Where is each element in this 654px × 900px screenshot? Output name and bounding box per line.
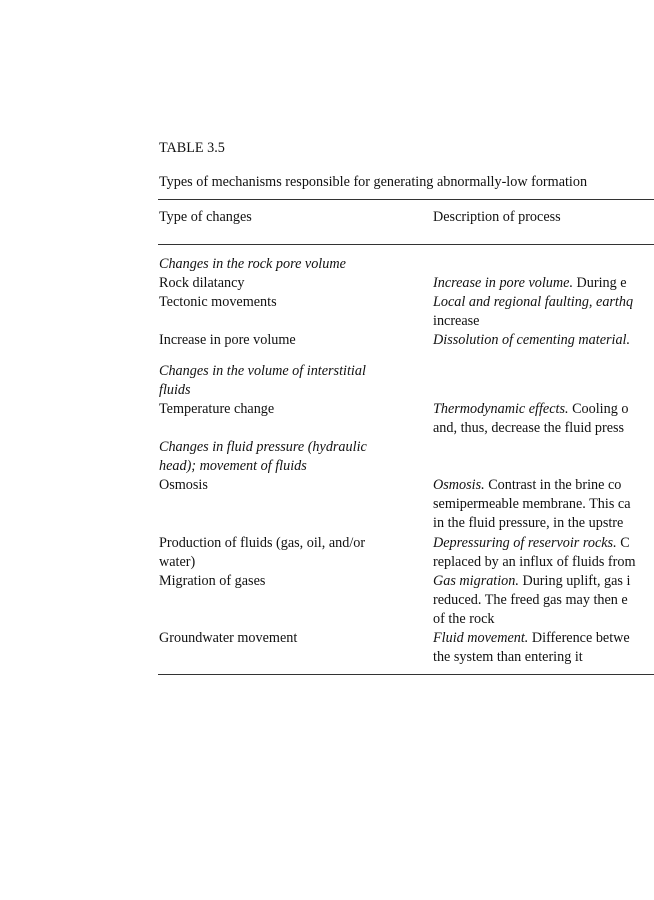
row-description: Gas migration. During uplift, gas i	[433, 573, 631, 589]
bottom-rule	[158, 674, 654, 675]
row-type: Production of fluids (gas, oil, and/or	[159, 535, 366, 551]
row-type: Osmosis	[159, 477, 208, 493]
section-heading: Changes in fluid pressure (hydraulic	[159, 439, 367, 455]
section-heading: Changes in the rock pore volume	[159, 256, 346, 272]
row-type: Increase in pore volume	[159, 332, 296, 348]
header-rule	[158, 244, 654, 245]
row-type: Migration of gases	[159, 573, 266, 589]
row-description-line: increase	[433, 313, 480, 329]
section-heading-line: fluids	[159, 382, 191, 398]
row-description: Osmosis. Contrast in the brine co	[433, 477, 622, 493]
row-description-line: semipermeable membrane. This ca	[433, 496, 631, 512]
row-type-line: water)	[159, 554, 196, 570]
table-number: TABLE 3.5	[159, 140, 225, 156]
row-description: Fluid movement. Difference betwe	[433, 630, 630, 646]
row-type: Rock dilatancy	[159, 275, 245, 291]
row-description: Local and regional faulting, earthq	[433, 294, 634, 310]
section-heading-line: head); movement of fluids	[159, 458, 307, 474]
column-header-description: Description of process	[433, 209, 561, 225]
row-description-line: in the fluid pressure, in the upstre	[433, 515, 624, 531]
row-description: Depressuring of reservoir rocks. C	[433, 535, 630, 551]
table-caption: Types of mechanisms responsible for generating abnormally-low formation	[159, 174, 588, 190]
row-description-line: replaced by an influx of fluids from	[433, 554, 636, 570]
row-description: Increase in pore volume. During e	[433, 275, 627, 291]
top-rule	[158, 199, 654, 200]
row-description-line: the system than entering it	[433, 649, 583, 665]
row-description-line: of the rock	[433, 611, 495, 627]
row-type: Groundwater movement	[159, 630, 298, 646]
column-header-type: Type of changes	[159, 209, 252, 225]
row-description: Thermodynamic effects. Cooling o	[433, 401, 629, 417]
row-description: Dissolution of cementing material.	[433, 332, 631, 348]
row-description-line: reduced. The freed gas may then e	[433, 592, 628, 608]
section-heading: Changes in the volume of interstitial	[159, 363, 366, 379]
row-description-line: and, thus, decrease the fluid press	[433, 420, 625, 436]
row-type: Temperature change	[159, 401, 275, 417]
row-type: Tectonic movements	[159, 294, 277, 310]
